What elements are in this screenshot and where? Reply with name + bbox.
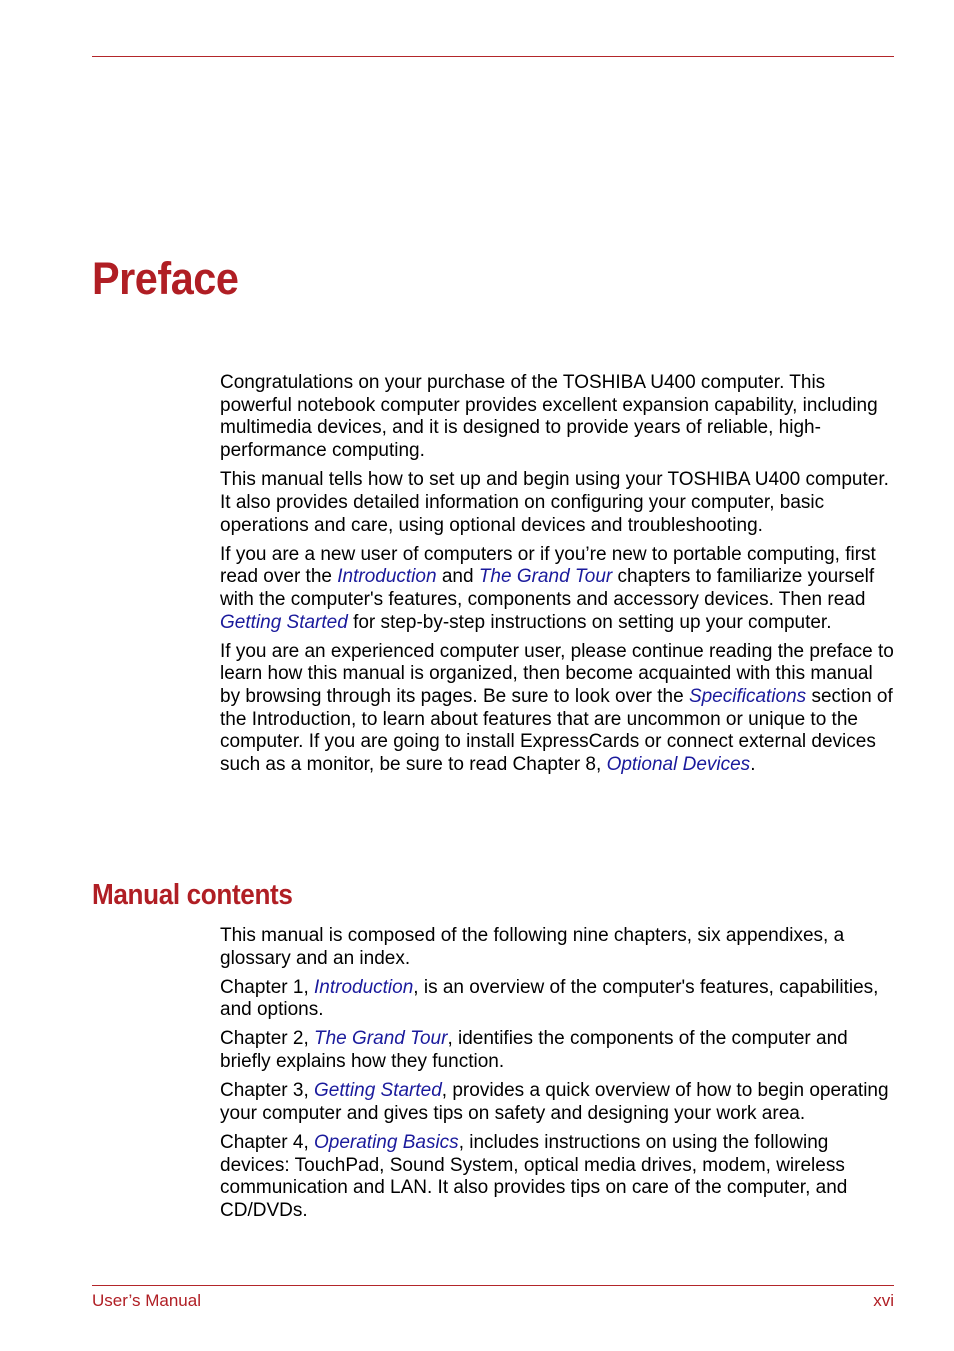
link-getting-started[interactable]: Getting Started [220, 611, 348, 633]
intro-paragraph-4 [220, 641, 894, 777]
link-grand-tour[interactable]: The Grand Tour [478, 566, 613, 588]
link-chapter-3[interactable]: Getting Started [314, 1080, 442, 1102]
text: If you are an experienced computer user, please continue reading the preface to learn how this manual is organized, then become acquainted with this manual by browsing through its pages. Be sure to look over the [220, 640, 894, 708]
text: Chapter 2, [220, 1028, 314, 1050]
intro-paragraph-3 [220, 544, 894, 635]
chapter-3-entry [220, 1080, 894, 1125]
link-optional-devices[interactable]: Optional Devices [606, 754, 751, 776]
text: , includes instructions on using the following devices: TouchPad, Sound System, optical media drives, modem, wireless communication and LAN. It also provides tips on care of the computer, and CD/DVDs. [220, 1131, 848, 1221]
text: . [750, 754, 756, 776]
contents-intro: This manual is composed of the following nine chapters, six appendixes, a glossary and an index. [220, 925, 845, 969]
link-chapter-1[interactable]: Introduction [314, 976, 414, 998]
text: , provides a quick overview of how to begin operating your computer and gives tips on safety and designing your work area. [220, 1080, 889, 1124]
text: , is an overview of the computer's features, capabilities, and options. [220, 976, 879, 1021]
text: section of the Introduction, to learn about features that are uncommon or unique to the computer. If you are going to install ExpressCards or connect external devices such as a monitor, be sure to read Chapter 8, [220, 686, 893, 776]
page-title: Preface [92, 253, 239, 304]
footer-manual-title: User’s Manual [92, 1291, 201, 1310]
header-rule [92, 56, 894, 57]
text: Chapter 1, [220, 976, 314, 998]
text: If you are a new user of computers or if you’re new to portable computing, first read over the [220, 543, 876, 588]
link-specifications[interactable]: Specifications [688, 686, 807, 708]
link-introduction[interactable]: Introduction [337, 566, 437, 588]
section-heading-manual-contents: Manual contents [92, 879, 293, 911]
intro-section [220, 372, 894, 783]
link-chapter-2[interactable]: The Grand Tour [314, 1028, 448, 1050]
text: Chapter 3, [220, 1080, 314, 1102]
chapter-1-entry [220, 977, 894, 1022]
text: for step-by-step instructions on setting up your computer. [347, 611, 832, 633]
link-chapter-4[interactable]: Operating Basics [314, 1131, 459, 1153]
intro-paragraph-1: Congratulations on your purchase of the TOSHIBA U400 computer. This powerful notebook computer provides excellent expansion capability, including multimedia devices, and it is designed to provide years of reliable, high-performance computing. [220, 372, 878, 462]
page-number: xvi [873, 1291, 894, 1310]
footer-rule [92, 1285, 894, 1286]
text: Chapter 4, [220, 1131, 314, 1153]
text: chapters to familiarize yourself with the computer's features, components and accessory devices. Then read [220, 566, 875, 610]
chapter-4-entry [220, 1132, 894, 1223]
text: and [436, 566, 479, 588]
manual-contents-section [220, 925, 894, 1229]
intro-paragraph-2: This manual tells how to set up and begin using your TOSHIBA U400 computer. It also provides detailed information on configuring your computer, basic operations and care, using optional devices and troubleshooting. [220, 469, 889, 536]
text: , identifies the components of the computer and briefly explains how they function. [220, 1028, 848, 1073]
chapter-2-entry [220, 1028, 894, 1073]
